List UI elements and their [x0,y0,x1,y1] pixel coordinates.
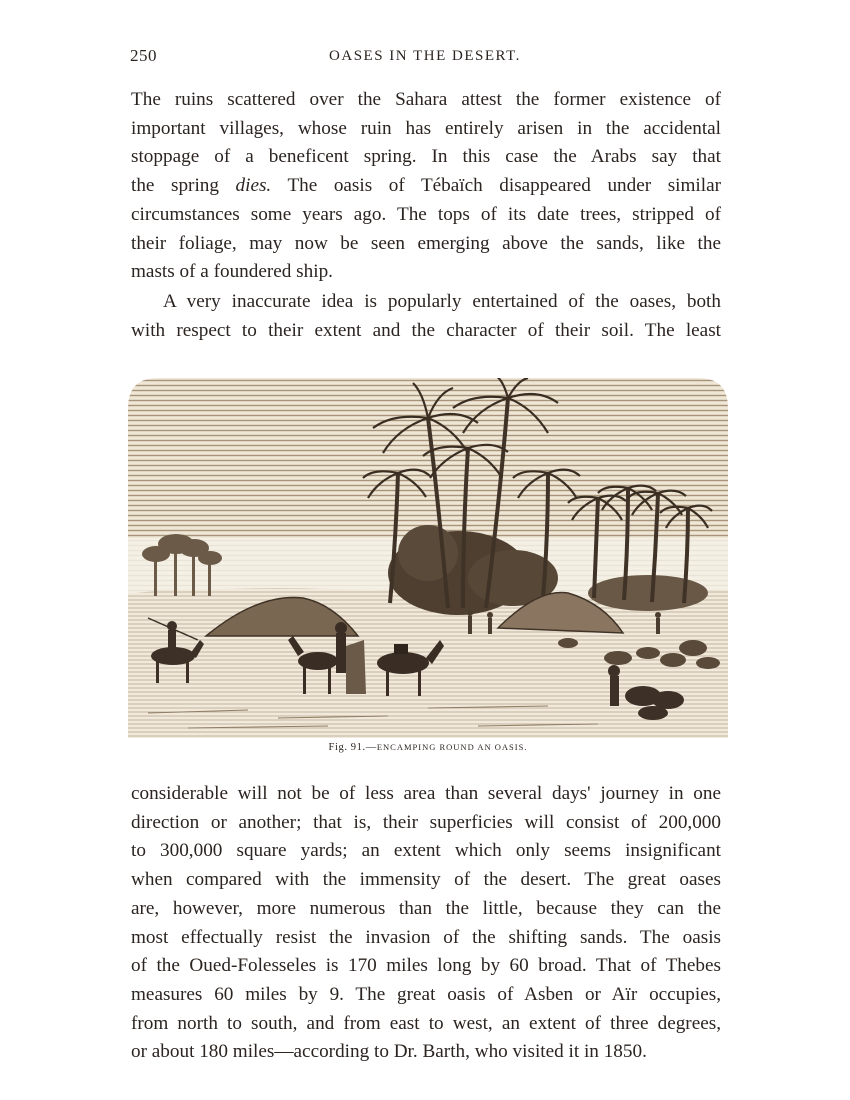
text-line: their foliage, may now be seen emerging above the sands, like the [131,232,721,254]
paragraph-1 [131,86,721,287]
text-line: when compared with the immensity of the desert. The great oases [131,869,721,891]
text-line: with respect to their extent and the character of their soil. The least [131,319,721,341]
paragraph-3 [131,780,721,1067]
text-line: are, however, more numerous than the little, because they can the [131,897,721,919]
text-line: stoppage of a beneficent spring. In this case the Arabs say that [131,146,721,168]
text-line: important villages, whose ruin has entirely arisen in the accidental [131,117,721,139]
text-line: circumstances some years ago. The tops of its date trees, stripped of [131,203,721,225]
caption-title: ENCAMPING ROUND AN OASIS. [376,742,528,752]
text-line-with-italic [131,172,721,201]
text-fragment: the spring [131,175,236,197]
text-line: direction or another; that is, their superficies will consist of 200,000 [131,811,721,833]
text-line: to 300,000 square yards; an extent which only seems insignificant [131,840,721,862]
figure-caption [128,742,728,753]
engraving-encamping-oasis [128,378,728,738]
text-line: or about 180 miles—according to Dr. Barth, who visited it in 1850. [131,1041,647,1063]
paragraph-2 [131,288,721,345]
text-line: masts of a foundered ship. [131,261,333,283]
running-title: OASES IN THE DESERT. [329,48,521,64]
page-number: 250 [130,46,157,65]
illustration [128,378,728,738]
caption-figure-number: Fig. 91.— [328,742,377,753]
text-line: considerable will not be of less area than several days' journey in one [131,783,721,804]
text-line: from north to south, and from east to west, an extent of three degrees, [131,1012,721,1034]
italic-word: dies. [235,175,272,197]
text-line: measures 60 miles by 9. The great oasis of Asben or Aïr occupies, [131,983,721,1005]
text-line: most effectually resist the invasion of the shifting sands. The oasis [131,926,721,948]
text-line: The ruins scattered over the Sahara attest the former existence of [131,89,721,110]
page-header [130,46,720,70]
text-line: of the Oued-Folesseles is 170 miles long by 60 broad. That of Thebes [131,955,721,977]
text-line: A very inaccurate idea is popularly entertained of the oases, both [163,291,721,312]
text-fragment: The oasis of Tébaïch disappeared under similar [271,175,721,197]
